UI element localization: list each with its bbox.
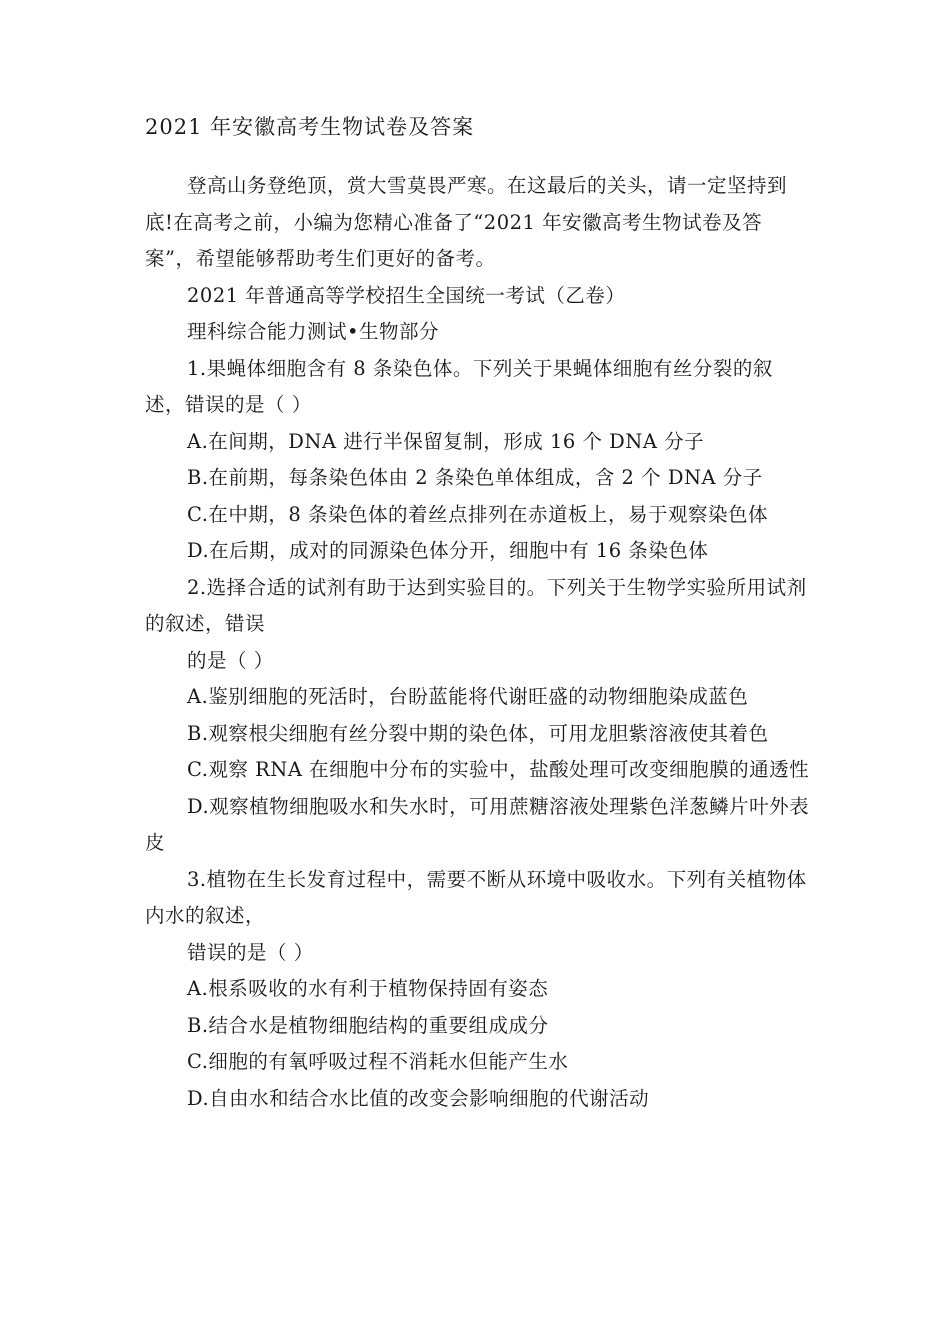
question-option: D.自由水和结合水比值的改变会影响细胞的代谢活动 (187, 1086, 650, 1110)
document-body (145, 168, 810, 1117)
question-stem-continuation: 的是（ ） (187, 648, 274, 672)
question-option: B.在前期，每条染色体由 2 条染色单体组成，含 2 个 DNA 分子 (187, 466, 763, 489)
question-stem-continuation: 错误的是（ ） (187, 940, 314, 964)
intro-paragraph: 登高山务登绝顶，赏大雪莫畏严寒。在这最后的关头，请一定坚持到底!在高考之前，小编为您精心准备了“2021 年安徽高考生物试卷及答案”，希望能够帮助考生们更好的备考。 (145, 174, 788, 270)
question-option: B.结合水是植物细胞结构的重要组成成分 (187, 1013, 549, 1037)
question-option: C.细胞的有氧呼吸过程不消耗水但能产生水 (187, 1050, 569, 1073)
question-option: D.在后期，成对的同源染色体分开，细胞中有 16 条染色体 (187, 539, 709, 562)
question-option: A.鉴别细胞的死活时，台盼蓝能将代谢旺盛的动物细胞染成蓝色 (187, 685, 749, 708)
question-option: A.在间期，DNA 进行半保留复制，形成 16 个 DNA 分子 (187, 429, 705, 453)
exam-name: 2021 年普通高等学校招生全国统一考试（乙卷） (187, 283, 626, 307)
section-title: 理科综合能力测试•生物部分 (187, 320, 440, 343)
question-option: A.根系吸收的水有利于植物保持固有姿态 (187, 977, 549, 1000)
question-stem: 1.果蝇体细胞含有 8 条染色体。下列关于果蝇体细胞有丝分裂的叙述，错误的是（ ） (145, 356, 773, 416)
question-option: B.观察根尖细胞有丝分裂中期的染色体，可用龙胆紫溶液使其着色 (187, 721, 769, 745)
document-title: 2021 年安徽高考生物试卷及答案 (145, 115, 475, 139)
question-option: C.在中期，8 条染色体的着丝点排列在赤道板上，易于观察染色体 (187, 502, 769, 526)
question-option: D.观察植物细胞吸水和失水时，可用蔗糖溶液处理紫色洋葱鳞片叶外表皮 (145, 794, 810, 854)
question-stem: 3.植物在生长发育过程中，需要不断从环境中吸收水。下列有关植物体内水的叙述， (145, 867, 807, 927)
question-option: C.观察 RNA 在细胞中分布的实验中，盐酸处理可改变细胞膜的通透性 (187, 758, 810, 781)
question-stem: 2.选择合适的试剂有助于达到实验目的。下列关于生物学实验所用试剂的叙述，错误 (145, 575, 807, 635)
